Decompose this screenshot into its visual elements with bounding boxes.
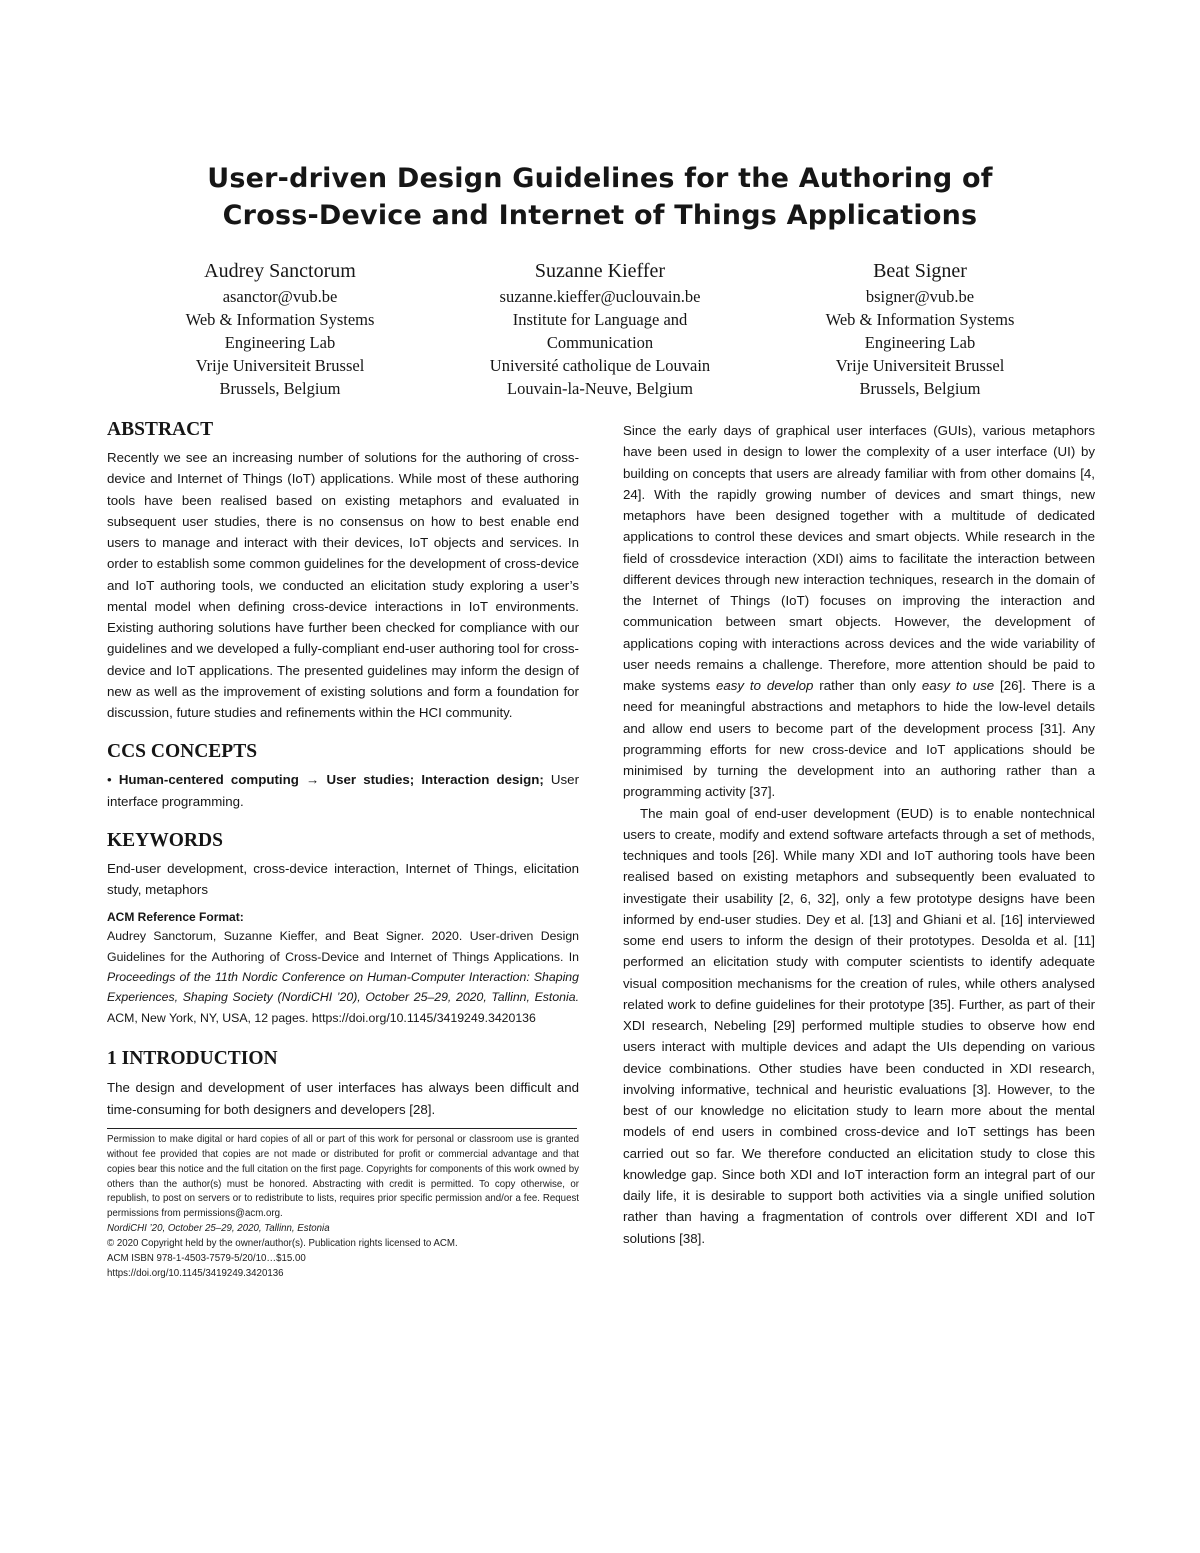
author-block	[100, 258, 460, 400]
abstract-text: Recently we see an increasing number of solutions for the authoring of cross-device and Internet of Things (IoT) applications. While most of these authoring tools have been realised based on existing metaphors and evaluated in subsequent user studies, there is no consensus on how to best enable end users to manage and interact with their devices, IoT objects and services. In order to establish some common guidelines for the development of cross-device and IoT authoring tools, we conducted an elicitation study exploring a user’s mental model when defining cross-device interactions in IoT environments. Existing authoring solutions have further been checked for compliance with our guidelines and we developed a fully-compliant end-user authoring tool for cross-device and IoT applications. The presented guidelines may inform the design of new as well as the improvement of existing solutions and form a foundation for discussion, future studies and refinements within the HCI community.	[107, 450, 579, 720]
author-affiliation: Web & Information Systems	[185, 310, 375, 329]
intro-p1-text: Since the early days of graphical user interfaces (GUIs), various metaphors have been used in design to lower the complexity of a user interface (UI) by building on concepts that users are already familiar with from other domains [4, 24]. With the rapidly growing number of devices and smart things, new metaphors have been designed together with a multitude of dedicated applications to control these devices and smart objects. While research in the field of crossdevice interaction (XDI) aims to facilitate the interaction between different devices through new interaction techniques, research in the domain of the Internet of Things (IoT) focuses on improving the interaction and communication between smart objects. However, the development of applications coping with interactions across devices and the wide variability of user needs remains a challenge. Therefore, more attention should be paid to make systems	[623, 423, 1095, 693]
author-affiliation: Web & Information Systems	[825, 310, 1015, 329]
keywords-heading: KEYWORDS	[107, 829, 223, 851]
left-column	[107, 418, 579, 1282]
right-column	[623, 420, 1095, 1249]
acm-reference-heading: ACM Reference Format:	[107, 910, 244, 925]
author-affiliation: Vrije Universiteit Brussel	[195, 356, 365, 375]
author-name: Audrey Sanctorum	[204, 260, 356, 282]
intro-paragraph-1	[623, 420, 1095, 803]
intro-paragraph-2: The main goal of end-user development (EUD) is to enable nontechnical users to create, modify and extend software artefacts through a set of methods, techniques and tools [26]. While many XDI and IoT authoring tools have been realised based on existing metaphors and subsequently been evaluated to investigate their usability [2, 6, 32], only a few prototype designs have been informed by end-user studies. Dey et al. [13] and Ghiani et al. [16] interviewed some end users to inform the design of their prototypes. Desolda et al. [11] performed an elicitation study with computer scientists to identify adequate visual composition mechanisms for the creation of rules, while others analysed related work to define guidelines for their prototype [35]. Further, as part of their XDI research, Nebeling [29] performed multiple studies to observe how end users interact with multiple devices and adapt the UIs depending on various device combinations. Other studies have been conducted in XDI research, involving informative, technical and heuristic evaluations [3]. However, to the best of our knowledge no elicitation study to learn more about the mental models of end users in combined cross-device and IoT settings has been carried out so far. We therefore conducted an elicitation study to close this knowledge gap. Since both XDI and IoT interaction form an integral part of our daily life, it is desirable to support both activities via a single unified solution rather than having a fragmentation of controls over different XDI and IoT solutions [38].	[623, 805, 1095, 1246]
title-line-1: User-driven Design Guidelines for the Authoring of	[207, 163, 993, 194]
author-name: Suzanne Kieffer	[534, 260, 666, 282]
intro-p1-text: [26]. There is a need for meaningful abstractions and metaphors to hide the low-level details and allow end users to become part of the development process [31]. Any programming efforts for new cross-device and IoT applications should be minimised by turning the development into an authoring rather than a programming activity [37].	[623, 678, 1095, 800]
intro-heading: 1 INTRODUCTION	[107, 1048, 278, 1070]
acm-reference-proceedings: Proceedings of the 11th Nordic Conference on Human-Computer Interaction: Shaping Experiences, Shaping Society (NordiCHI ’20), October 25–29, 2020, Tallinn, Estonia.	[107, 970, 579, 1005]
venue-line: NordiCHI ’20, October 25–29, 2020, Tallinn, Estonia	[107, 1223, 330, 1235]
paper-title	[0, 160, 1200, 234]
ccs-heading: CCS CONCEPTS	[107, 741, 258, 763]
isbn-line: ACM ISBN 978-1-4503-7579-5/20/10…$15.00	[107, 1253, 306, 1265]
author-email: asanctor@vub.be	[222, 287, 338, 306]
author-location: Louvain-la-Neuve, Belgium	[506, 379, 694, 398]
emphasis-easy-to-develop: easy to develop	[715, 678, 814, 693]
ccs-bullet: •	[107, 772, 112, 788]
intro-p1-text: rather than only	[813, 678, 922, 693]
author-block	[420, 258, 780, 400]
author-affiliation: Engineering Lab	[224, 333, 336, 352]
doi-link[interactable]: https://doi.org/10.1145/3419249.3420136	[107, 1267, 284, 1279]
copyright-line: © 2020 Copyright held by the owner/author(s). Publication rights licensed to ACM.	[107, 1238, 458, 1250]
abstract-heading: ABSTRACT	[107, 419, 214, 440]
author-affiliation: Communication	[546, 333, 654, 352]
author-affiliation: Vrije Universiteit Brussel	[835, 356, 1005, 375]
keywords-text: End-user development, cross-device interaction, Internet of Things, elicitation study, metaphors	[107, 860, 579, 897]
ccs-text	[107, 769, 579, 812]
author-block	[740, 258, 1100, 400]
intro-text: The design and development of user interfaces has always been difficult and time-consuming for both designers and developers [28].	[107, 1080, 579, 1117]
author-name: Beat Signer	[873, 260, 967, 282]
author-affiliation: Université catholique de Louvain	[489, 356, 711, 375]
title-line-2: Cross-Device and Internet of Things Applications	[222, 200, 978, 231]
author-email: suzanne.kieffer@uclouvain.be	[499, 287, 701, 306]
emphasis-easy-to-use: easy to use	[921, 678, 995, 693]
author-location: Brussels, Belgium	[859, 379, 981, 398]
acm-reference-text	[107, 926, 579, 1028]
ccs-concepts-bold: Human-centered computing → User studies; Interaction design;	[118, 772, 544, 788]
footnote-divider	[107, 1128, 577, 1129]
permission-footnote: Permission to make digital or hard copies of all or part of this work for personal or classroom use is granted without fee provided that copies are not made or distributed for profit or commercial advantage and that copies bear this notice and the full citation on the first page. Copyrights for components of this work owned by others than the author(s) must be honored. Abstracting with credit is permitted. To copy otherwise, or republish, to post on servers or to redistribute to lists, requires prior specific permission and/or a fee. Request permissions from permissions@acm.org.	[107, 1133, 579, 1220]
author-affiliation: Institute for Language and	[512, 310, 688, 329]
author-location: Brussels, Belgium	[219, 379, 341, 398]
acm-reference-part2: ACM, New York, NY, USA, 12 pages. https://doi.org/10.1145/3419249.3420136	[107, 1010, 536, 1025]
author-email: bsigner@vub.be	[865, 287, 975, 306]
author-affiliation: Engineering Lab	[864, 333, 976, 352]
acm-reference-part1: Audrey Sanctorum, Suzanne Kieffer, and Beat Signer. 2020. User-driven Design Guidelines for the Authoring of Cross-Device and Internet of Things Applications. In	[107, 929, 579, 964]
ccs-concepts-rest: User interface programming.	[107, 772, 579, 809]
